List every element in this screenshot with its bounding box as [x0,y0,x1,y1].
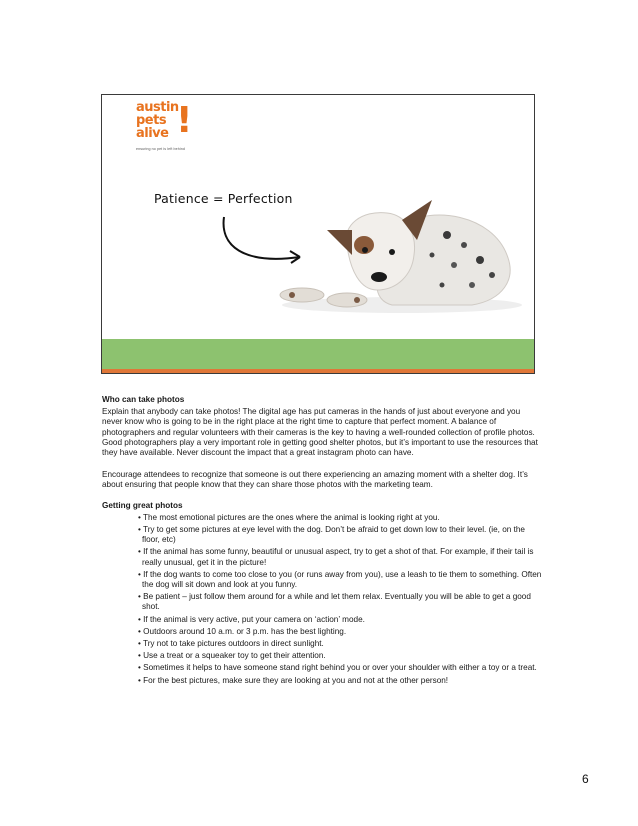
list-item: • The most emotional pictures are the ones where the animal is looking right at you. [138,512,440,522]
list-item: • For the best pictures, make sure they are looking at you and not at the other person! [138,675,449,685]
logo-word-2: pets [136,113,167,128]
list-item: • Use a treat or a squeaker toy to get their attention. [138,651,326,661]
logo-word-1: austin [136,100,179,115]
list-item: • Be patient – just follow them around for a while and let them relax. Eventually you will be able to get a good shot. [138,592,531,612]
logo-tagline: ensuring no pet is left behind [136,147,185,151]
slide-image [101,94,535,374]
list-item: • Try not to take pictures outdoors in direct sunlight. [138,639,324,649]
section-heading-getting: Getting great photos [102,500,183,510]
list-item: • If the animal has some funny, beautiful or unusual aspect, try to get a shot of that. For example, if their tail is really unusual, get it in the picture! [138,547,534,567]
list-item: • If the dog wants to come too close to you (or runs away from you), use a leash to tie them to something. Often the dog will sit down and look at you funny. [138,569,542,590]
list-item: • Try to get some pictures at eye level with the dog. Don’t be afraid to get down low to their level. (ie, on the floor, etc) [138,525,525,545]
list-item: • If the animal is very active, put your camera on ‘action’ mode. [138,614,365,624]
tips-list [102,513,542,686]
page-number: 6 [582,772,589,786]
logo-exclamation: ! [176,100,193,141]
curved-arrow-icon [224,217,300,259]
slide-orange-band [102,369,534,374]
dog-illustration [102,95,535,339]
slide-caption: Patience = Perfection [154,191,293,206]
paragraph-2: Encourage attendees to recognize that someone is out there experiencing an amazing moment with a shelter dog. It’s about ensuring that people know that they can share those photos with the marketing team. [102,470,528,490]
paragraph-1: Explain that anybody can take photos! The digital age has put cameras in the hands of just about everyone and you never know who is going to be in the right place at the right time to capture that perfect moment. A balance of photographers and regular volunteers with their cameras is the key to having a well-rounded collection of profile photos. Good photographers play a very important role in getting good shelter photos, but it’s important to use the resources that they have available. Never discount the impact that a great instagram photo can have. [102,407,538,458]
list-item: • Outdoors around 10 a.m. or 3 p.m. has the best lighting. [138,626,347,636]
slide-green-band [102,339,534,369]
notes-content [102,395,542,688]
list-item: • Sometimes it helps to have someone stand right behind you or over your shoulder with either a toy or a treat. [138,663,537,673]
section-heading-who: Who can take photos [102,395,185,404]
logo-word-3: alive [136,126,169,141]
